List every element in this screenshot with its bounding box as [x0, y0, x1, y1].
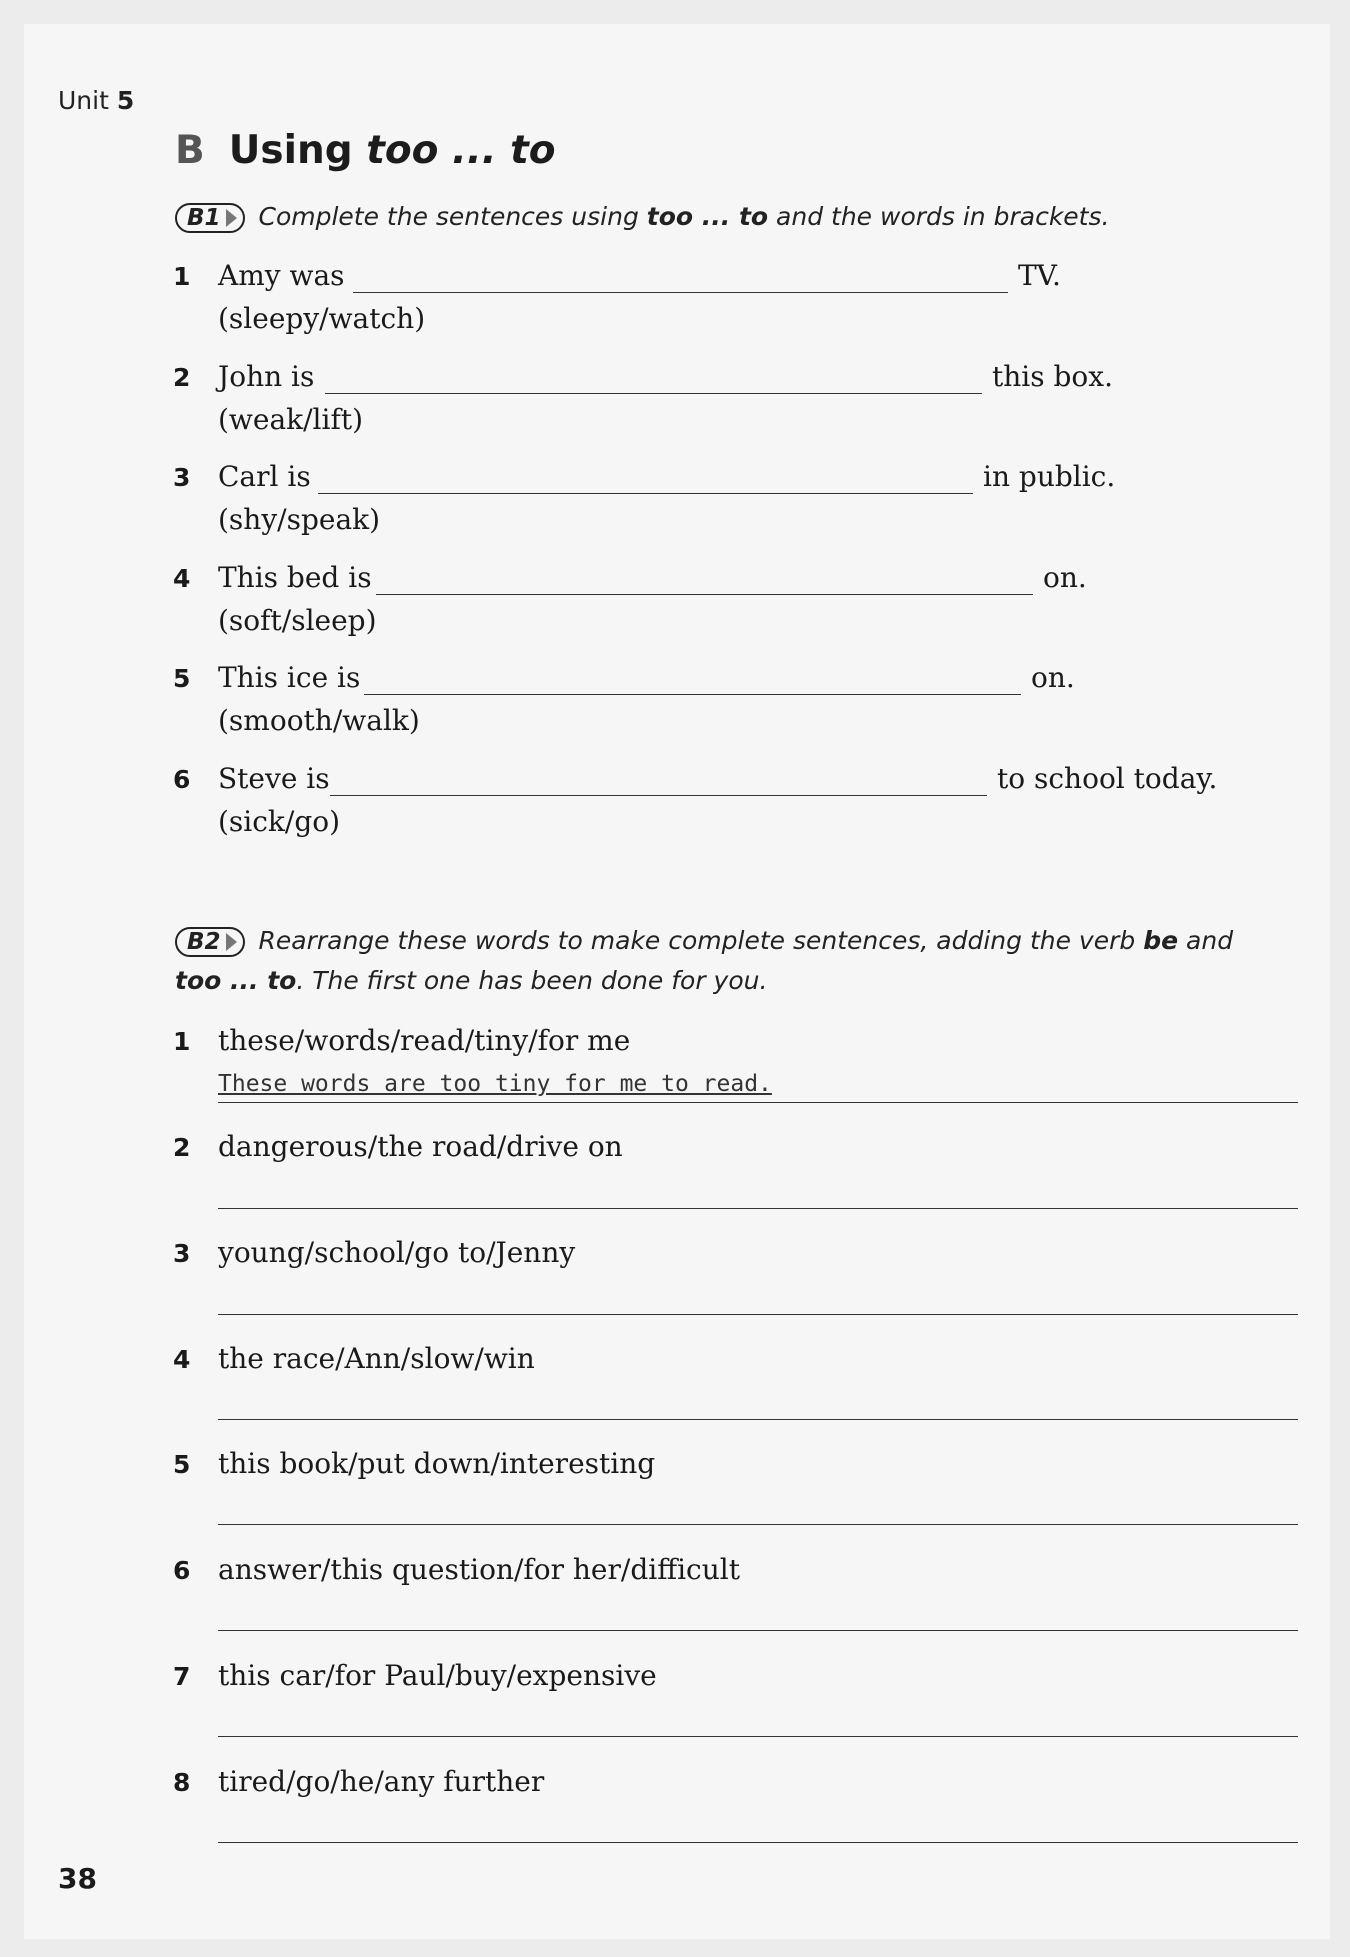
sentence-start: This ice is — [218, 661, 361, 694]
word-prompt: the race/Ann/slow/win — [218, 1342, 535, 1375]
item-number: 3 — [173, 1239, 191, 1268]
word-hint: (sick/go) — [218, 805, 341, 838]
answer-line[interactable] — [218, 1736, 1298, 1737]
answer-blank[interactable] — [353, 292, 1008, 293]
word-prompt: this car/for Paul/buy/expensive — [218, 1659, 657, 1692]
b1-instruction: B1 Complete the sentences using too ... to and the words in brackets. — [175, 202, 1109, 233]
answer-blank[interactable] — [364, 694, 1021, 695]
answer-line[interactable] — [218, 1419, 1298, 1420]
item-number: 2 — [173, 363, 191, 392]
sentence-start: This bed is — [218, 561, 372, 594]
word-prompt: tired/go/he/any further — [218, 1765, 545, 1798]
answer-line[interactable] — [218, 1208, 1298, 1209]
sentence-end: on. — [1031, 661, 1075, 694]
sentence-start: John is — [218, 360, 315, 393]
b2-instruction-line1: B2 Rearrange these words to make complete sentences, adding the verb be and — [175, 926, 1233, 957]
unit-label: Unit 5 — [58, 86, 135, 115]
sentence-start: Amy was — [218, 259, 345, 292]
item-number: 3 — [173, 463, 191, 492]
word-prompt: young/school/go to/Jenny — [218, 1236, 576, 1269]
item-number: 4 — [173, 1345, 191, 1374]
answer-line[interactable] — [218, 1102, 1298, 1103]
word-hint: (soft/sleep) — [218, 604, 377, 637]
word-hint: (sleepy/watch) — [218, 302, 426, 335]
answer-line[interactable] — [218, 1842, 1298, 1843]
answer-line[interactable] — [218, 1524, 1298, 1525]
word-prompt: dangerous/the road/drive on — [218, 1130, 623, 1163]
section-title: B Using too ... to — [175, 128, 556, 173]
answer-blank[interactable] — [376, 594, 1033, 595]
page-number: 38 — [58, 1862, 97, 1895]
sentence-end: to school today. — [997, 762, 1218, 795]
item-number: 6 — [173, 1556, 191, 1585]
answer-blank[interactable] — [330, 795, 987, 796]
item-number: 6 — [173, 765, 191, 794]
b2-exercise-tag: B2 — [175, 927, 245, 957]
sentence-end: on. — [1043, 561, 1087, 594]
word-prompt: these/words/read/tiny/for me — [218, 1024, 631, 1057]
item-number: 4 — [173, 564, 191, 593]
b1-exercise-tag: B1 — [175, 203, 245, 233]
audio-arrow-icon — [226, 933, 237, 951]
answer-line[interactable] — [218, 1630, 1298, 1631]
sentence-end: in public. — [983, 460, 1116, 493]
answer-blank[interactable] — [318, 493, 973, 494]
sentence-end: TV. — [1018, 259, 1061, 292]
sentence-start: Carl is — [218, 460, 311, 493]
answer-blank[interactable] — [325, 393, 982, 394]
item-number: 5 — [173, 664, 191, 693]
word-prompt: this book/put down/interesting — [218, 1447, 656, 1480]
item-number: 2 — [173, 1133, 191, 1162]
audio-arrow-icon — [226, 209, 237, 227]
word-prompt: answer/this question/for her/difficult — [218, 1553, 740, 1586]
word-hint: (smooth/walk) — [218, 704, 420, 737]
item-number: 1 — [173, 1027, 191, 1056]
section-letter: B — [175, 128, 205, 173]
sentence-end: this box. — [992, 360, 1113, 393]
item-number: 1 — [173, 262, 191, 291]
item-number: 7 — [173, 1662, 191, 1691]
example-answer: These words are too tiny for me to read. — [218, 1071, 772, 1097]
word-hint: (shy/speak) — [218, 503, 381, 536]
b2-instruction-line2: too ... to. The first one has been done for you. — [175, 966, 768, 995]
item-number: 5 — [173, 1450, 191, 1479]
word-hint: (weak/lift) — [218, 403, 364, 436]
sentence-start: Steve is — [218, 762, 330, 795]
item-number: 8 — [173, 1768, 191, 1797]
answer-line[interactable] — [218, 1314, 1298, 1315]
